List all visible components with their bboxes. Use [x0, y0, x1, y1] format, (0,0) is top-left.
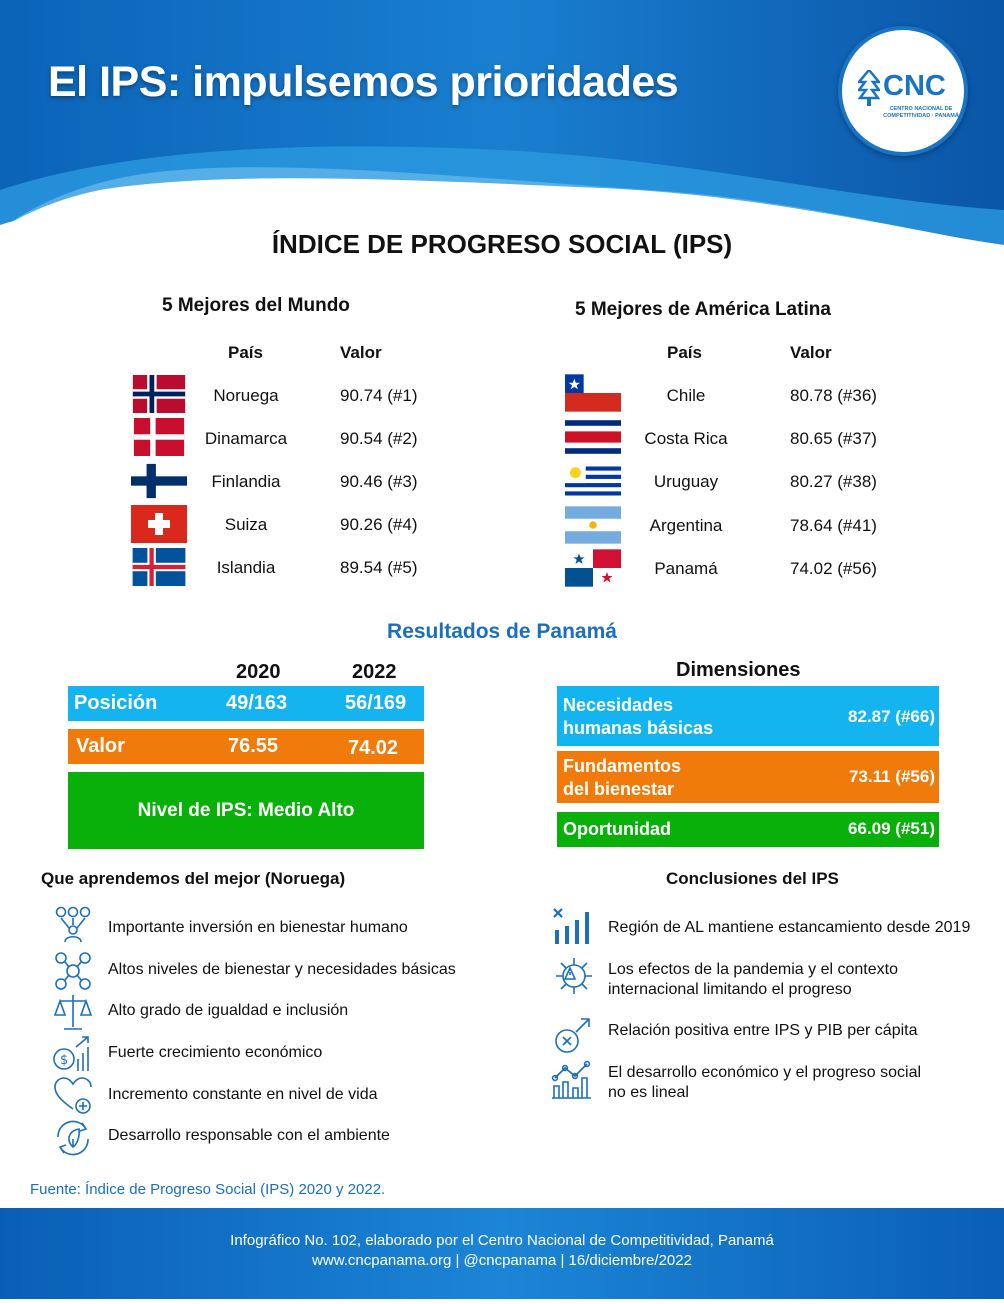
world-country-4: Suiza	[224, 515, 268, 534]
conclusions-title: Conclusiones del IPS	[666, 869, 839, 888]
learn-item-3: Alto grado de igualdad e inclusión	[108, 1002, 349, 1019]
wellbeing-needs-icon	[52, 950, 94, 992]
svg-text:$: $	[60, 1053, 69, 1068]
position-2022: 56/169	[345, 692, 407, 714]
value-label: Valor	[76, 735, 125, 757]
main-title: ÍNDICE DE PROGRESO SOCIAL (IPS)	[271, 229, 733, 259]
footer-line-1: Infográfico No. 102, elaborado por el Centro Nacional de Competitividad, Panamá	[230, 1232, 774, 1249]
finland-flag-icon	[131, 462, 187, 500]
dimension-2-line2: del bienestar	[563, 779, 675, 799]
ips-level-box	[68, 772, 424, 849]
dimension-3-line1: Oportunidad	[563, 819, 671, 839]
conclusion-2-line1: Los efectos de la pandemia y el contexto	[608, 961, 898, 978]
conclusion-1-line1: Región de AL mantiene estancamiento desde 2019	[608, 919, 971, 936]
dimension-row-1	[557, 686, 939, 746]
results-year-2020: 2020	[236, 661, 281, 683]
world-value-1: 90.74 (#1)	[340, 386, 418, 405]
latam-country-3: Uruguay	[653, 472, 719, 491]
latam-col-country: País	[667, 343, 702, 362]
conclusion-4-line1: El desarrollo económico y el progreso social	[608, 1064, 922, 1081]
world-heading: 5 Mejores del Mundo	[162, 295, 350, 316]
latam-country-2: Costa Rica	[644, 429, 728, 448]
panama-flag-icon	[565, 549, 621, 587]
learn-item-1: Importante inversión en bienestar humano	[108, 919, 408, 936]
results-title: Resultados de Panamá	[387, 620, 617, 643]
investment-people-icon	[52, 906, 94, 948]
learn-title: Que aprendemos del mejor (Noruega)	[41, 869, 346, 888]
world-country-2: Dinamarca	[204, 429, 288, 448]
learn-item-4: Fuerte crecimiento económico	[108, 1044, 323, 1061]
latam-heading: 5 Mejores de América Latina	[575, 299, 831, 320]
footer-banner	[0, 1208, 1004, 1299]
value-row	[68, 729, 424, 764]
world-country-1: Noruega	[213, 386, 279, 405]
value-2022: 74.02	[348, 737, 399, 759]
world-value-2: 90.54 (#2)	[340, 429, 418, 448]
learn-item-5: Incremento constante en nivel de vida	[108, 1086, 378, 1103]
dimension-1-line1: Necesidades	[563, 695, 674, 715]
position-row	[68, 686, 424, 721]
dimension-1-value: 82.87 (#66)	[848, 707, 935, 726]
balance-scale-icon	[52, 991, 94, 1033]
ips-level: Nivel de IPS: Medio Alto	[137, 800, 355, 821]
tree-logo-icon	[858, 70, 880, 106]
world-country-5: Islandia	[216, 558, 276, 577]
argentina-flag-icon	[565, 506, 621, 544]
footer-line-2: www.cncpanama.org | @cncpanama | 16/diciembre/2022	[312, 1252, 692, 1269]
stagnation-bars-icon	[551, 906, 593, 948]
conclusion-4-line2: no es lineal	[608, 1084, 689, 1101]
world-value-5: 89.54 (#5)	[340, 558, 418, 577]
dimension-row-3	[557, 812, 939, 847]
eco-leaf-cycle-icon	[52, 1117, 94, 1159]
world-country-3: Finlandia	[211, 472, 281, 491]
norway-flag-icon	[131, 375, 187, 413]
latam-country-1: Chile	[666, 386, 706, 405]
iceland-flag-icon	[131, 548, 187, 586]
dimension-2-line1: Fundamentos	[563, 756, 682, 776]
uruguay-flag-icon	[565, 462, 621, 500]
latam-value-2: 80.65 (#37)	[790, 429, 877, 448]
latam-country-4: Argentina	[649, 516, 723, 535]
chile-flag-icon	[565, 374, 621, 412]
denmark-flag-icon	[131, 418, 187, 456]
conclusion-2-line2: internacional limitando el progreso	[608, 981, 852, 998]
costa-rica-flag-icon	[565, 418, 621, 456]
economic-growth-icon	[52, 1033, 94, 1075]
results-year-2022: 2022	[352, 661, 397, 683]
world-col-value: Valor	[340, 343, 382, 362]
world-value-4: 90.26 (#4)	[340, 515, 418, 534]
latam-value-1: 80.78 (#36)	[790, 386, 877, 405]
position-label: Posición	[74, 692, 158, 714]
latam-value-3: 80.27 (#38)	[790, 472, 877, 491]
dimensions-title: Dimensiones	[676, 659, 801, 681]
latam-value-4: 78.64 (#41)	[790, 516, 877, 535]
learn-item-6: Desarrollo responsable con el ambiente	[108, 1127, 390, 1144]
dimension-3-value: 66.09 (#51)	[848, 819, 935, 838]
switzerland-flag-icon	[131, 505, 187, 543]
dimension-row-2	[557, 751, 939, 803]
latam-col-value: Valor	[790, 343, 832, 362]
dimension-1-line2: humanas básicas	[563, 718, 714, 738]
latam-value-5: 74.02 (#56)	[790, 559, 877, 578]
pandemic-virus-icon	[553, 955, 595, 997]
learn-item-2: Altos niveles de bienestar y necesidades básicas	[108, 961, 456, 978]
page-title: El IPS: impulsemos prioridades	[48, 58, 679, 106]
latam-country-5: Panamá	[654, 559, 718, 578]
conclusion-3-line1: Relación positiva entre IPS y PIB per cápita	[608, 1022, 918, 1039]
logo-abbrev: CNC	[883, 70, 946, 102]
world-col-country: País	[228, 343, 263, 362]
heart-plus-icon	[52, 1075, 94, 1117]
nonlinear-chart-icon	[551, 1060, 593, 1102]
positive-relation-icon	[552, 1014, 594, 1056]
position-2020: 49/163	[226, 692, 288, 714]
value-2020: 76.55	[228, 735, 279, 757]
source-note: Fuente: Índice de Progreso Social (IPS) 2020 y 2022.	[30, 1181, 386, 1198]
dimension-2-value: 73.11 (#56)	[848, 767, 935, 786]
world-value-3: 90.46 (#3)	[340, 472, 418, 491]
logo-subtitle: CENTRO NACIONAL DE COMPETITIVIDAD · PANAMÁ	[883, 106, 959, 119]
